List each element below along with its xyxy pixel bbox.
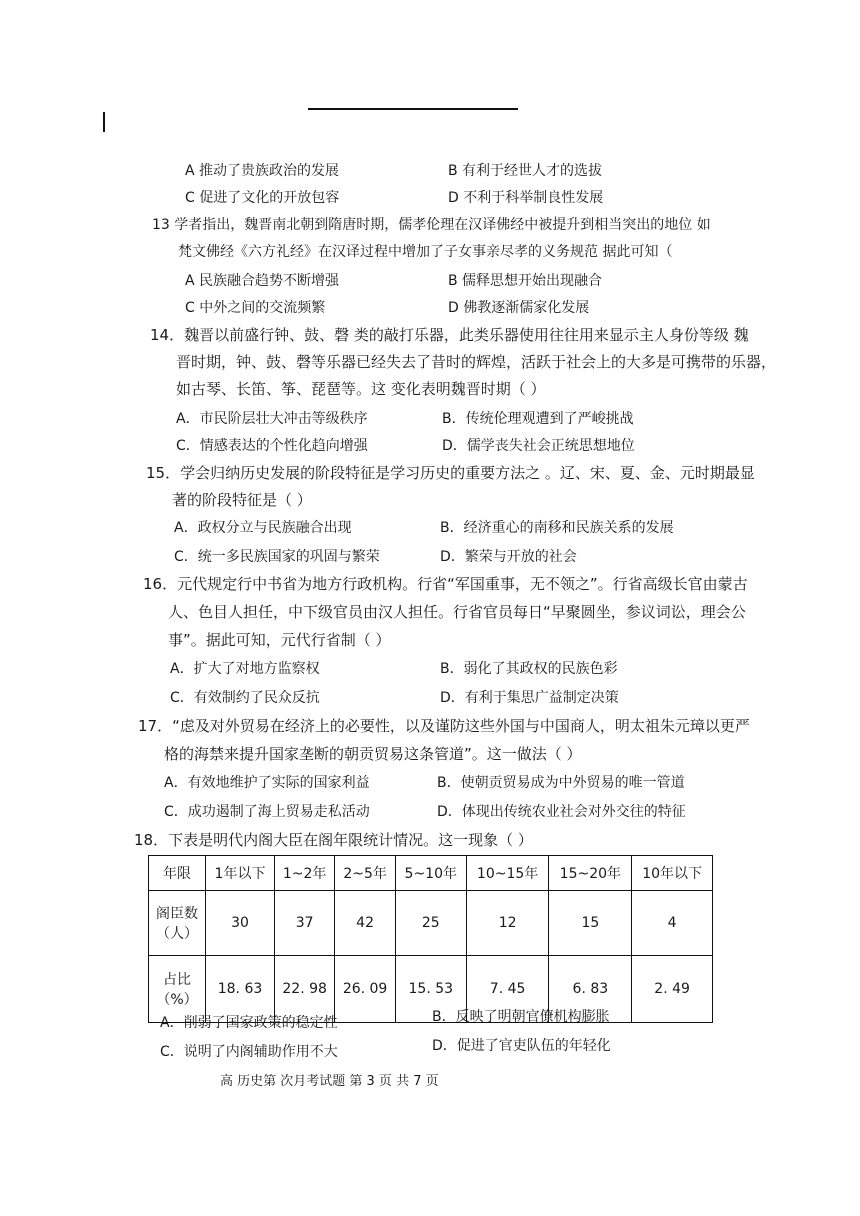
table-cell: 18. 63 [206,956,275,1023]
q16-option-b: B．弱化了其政权的民族色彩 [440,661,618,677]
header-rule [308,108,518,110]
table-cell: 12 [466,891,549,956]
q16-option-a: A．扩大了对地方监察权 [170,661,320,677]
table-cell: 25 [395,891,466,956]
q14-option-d: D．儒学丧失社会正统思想地位 [442,438,635,454]
table-cell: 30 [206,891,275,956]
q13-stem-line2: 梵文佛经《六方礼经》在汉译过程中增加了子女事亲尽孝的义务规范 据此可知（ [178,244,673,260]
q14-option-c: C．情感表达的个性化趋向增强 [176,438,368,454]
q15-stem-line1: 15．学会归纳历史发展的阶段特征是学习历史的重要方法之 。辽、宋、夏、金、元时期最显 [146,464,755,482]
q15-option-b: B．经济重心的南移和民族关系的发展 [440,520,674,536]
table-header-cell: 年限 [149,856,206,891]
table-cell: 15. 53 [395,956,466,1023]
q14-stem-line2: 晋时期，钟、鼓、磬等乐器已经失去了昔时的辉煌，活跃于社会上的大多是可携带的乐器， [176,353,777,371]
table-cell: 15 [549,891,632,956]
q18-stem-line1: 18．下表是明代内阁大臣在阁年限统计情况。这一现象（ ） [134,831,533,849]
q14-stem-line3: 如古琴、长笛、筝、琵琶等。这 变化表明魏晋时期（ ） [176,380,546,398]
q14-stem-line1: 14．魏晋以前盛行钟、鼓、磬 类的敲打乐器，此类乐器使用往往用来显示主人身份等级 魏 [150,326,749,344]
q13-option-a: A 民族融合趋势不断增强 [185,273,340,289]
table-cell: 7. 45 [466,956,549,1023]
row-label-line: 占比 [163,972,192,988]
prev-option-c: C 促进了文化的开放包容 [185,190,340,206]
table-cell: 2. 49 [632,956,713,1023]
table-header-cell: 10年以下 [632,856,713,891]
q17-option-a: A．有效地维护了实际的国家利益 [164,775,370,791]
q15-option-c: C．统一多民族国家的巩固与繁荣 [174,549,380,565]
row-label-ratio [149,956,206,1023]
q17-stem-line1: 17．“虑及对外贸易在经济上的必要性，以及谨防这些外国与中国商人，明太祖朱元璋以更严 [138,717,750,735]
row-label-line: （%） [156,992,198,1008]
row-label-line: 阁臣数 [156,906,199,922]
table-header-cell: 1年以下 [206,856,275,891]
q17-option-c: C．成功遏制了海上贸易走私活动 [164,804,370,820]
q18-option-d: D．促进了官吏队伍的年轻化 [432,1038,611,1054]
q13-option-c: C 中外之间的交流频繁 [185,300,326,316]
q18-option-c: C．说明了内阁辅助作用不大 [160,1044,338,1060]
q16-option-c: C．有效制约了民众反抗 [170,690,320,706]
table-cell: 42 [335,891,395,956]
q16-stem-line2: 人、色目人担任，中下级官员由汉人担任。行省官员每日“早聚圆坐，参议词讼，理会公 [168,603,746,621]
q13-option-b: B 儒释思想开始出现融合 [448,273,603,289]
q18-option-a: A．削弱了国家政策的稳定性 [160,1015,338,1031]
q14-option-a: A．市民阶层壮大冲击等级秩序 [176,411,368,427]
table-header-cell: 10~15年 [466,856,549,891]
q17-option-d: D．体现出传统农业社会对外交往的特征 [437,804,686,820]
table-row [149,956,713,1023]
q16-option-d: D．有利于集思广益制定决策 [440,690,619,706]
q17-stem-line2: 格的海禁来提升国家垄断的朝贡贸易这条管道”。这一做法（ ） [164,745,582,763]
table-cell: 6. 83 [549,956,632,1023]
table-cell: 22. 98 [274,956,334,1023]
prev-option-d: D 不利于科举制良性发展 [448,190,604,206]
q16-stem-line1: 16．元代规定行中书省为地方行政机构。行省“军国重事，无不领之”。行省高级长官由蒙古 [143,575,748,593]
table-header-cell: 1~2年 [274,856,334,891]
q13-option-d: D 佛教逐渐儒家化发展 [448,300,590,316]
table-header-cell: 2~5年 [335,856,395,891]
q15-option-d: D．繁荣与开放的社会 [440,549,577,565]
q18-option-b: B．反映了明朝官僚机构膨胀 [432,1009,610,1025]
q17-option-b: B．使朝贡贸易成为中外贸易的唯一管道 [437,775,685,791]
row-label-count [149,891,206,956]
prev-option-b: B 有利于经世人才的选拔 [448,163,603,179]
q15-stem-line2: 著的阶段特征是（ ） [172,491,312,509]
table-row [149,891,713,956]
q13-stem-line1: 13 学者指出，魏晋南北朝到隋唐时期，儒孝伦理在汉译佛经中被提升到相当突出的地位 如 [152,217,711,233]
table-header-cell: 15~20年 [549,856,632,891]
table-header-row [149,856,713,891]
prev-option-a: A 推动了贵族政治的发展 [185,163,340,179]
cabinet-tenure-table [148,855,713,1023]
page-footer: 高 历史第 次月考试题 第 3 页 共 7 页 [220,1074,439,1089]
table-cell: 26. 09 [335,956,395,1023]
table-header-cell: 5~10年 [395,856,466,891]
table-cell: 4 [632,891,713,956]
q16-stem-line3: 事”。据此可知，元代行省制（ ） [168,631,391,649]
q15-option-a: A．政权分立与民族融合出现 [174,520,352,536]
table-cell: 37 [274,891,334,956]
binding-mark [103,112,105,132]
q14-option-b: B．传统伦理观遭到了严峻挑战 [442,411,634,427]
row-label-line: （人） [156,926,199,942]
